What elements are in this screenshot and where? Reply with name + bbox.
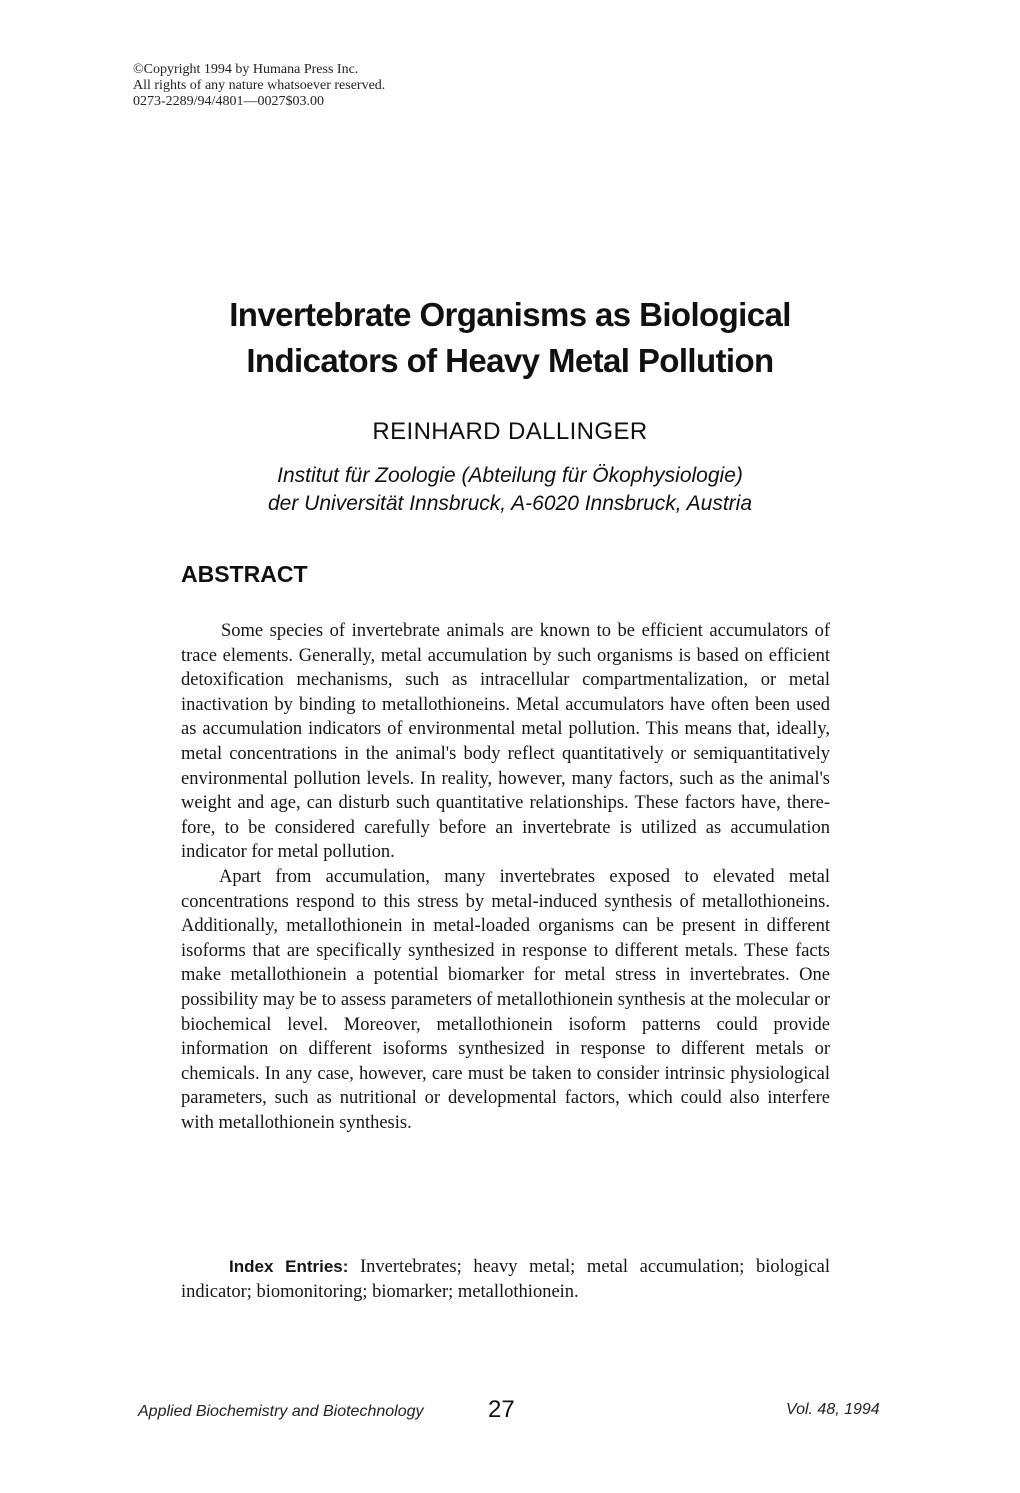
footer-page-number: 27	[488, 1396, 515, 1423]
index-entries-text: Invertebrates; heavy metal; metal accumulation; biological indicator; biomonitoring; biomarker; metallothionein.	[181, 1257, 831, 1302]
index-entries-label: Index Entries:	[229, 1257, 349, 1276]
title-line-1: Invertebrate Organisms as Biological	[229, 296, 791, 333]
rights-line: All rights of any nature whatsoever reserved.	[133, 78, 386, 93]
abstract-paragraph-1: Some species of invertebrate animals are known to be efficient accumulators of trace elements. Generally, metal accumulation by such organisms is based on efficient detoxification mechanisms, such as intracellular compartmentalization, or metal inactivation by binding to metallothioneins. Metal accumulators have often been used as accumulation indicators of environmental metal pollution. This means that, ideally, metal concentrations in the animal's body reflect quantitatively or semiquantitatively environmental pollution levels. In reality, however, many factors, such as the animal's weight and age, can disturb such quantitative relationships. These factors have, therefore, to be considered carefully before an invertebrate is utilized as accumulation indicator for metal pollution.	[181, 621, 830, 863]
author-name: REINHARD DALLINGER	[372, 418, 648, 445]
affiliation-line-2: der Universität Innsbruck, A-6020 Innsbruck, Austria	[268, 492, 752, 515]
copyright-line: ©Copyright 1994 by Humana Press Inc.	[133, 62, 359, 77]
affiliation-line-1: Institut für Zoologie (Abteilung für Ökophysiologie)	[277, 464, 743, 487]
copyright-notice	[133, 62, 385, 110]
index-entries	[181, 1254, 830, 1305]
footer-volume: Vol. 48, 1994	[786, 1401, 880, 1418]
author-affiliation	[140, 462, 880, 518]
abstract-body	[181, 619, 830, 1135]
title-line-2: Indicators of Heavy Metal Pollution	[246, 342, 774, 379]
article-title	[160, 292, 860, 384]
issn-code-line: 0273-2289/94/4801—0027$03.00	[133, 94, 324, 109]
abstract-paragraph-2: Apart from accumulation, many invertebrates exposed to elevated metal concentrations respond to this stress by metal-induced synthesis of metallothioneins. Additionally, metallothionein in metal-loaded organisms can be present in different isoforms that are specifically synthesized in response to different metals. These facts make metallothionein a potential biomarker for metal stress in invertebrates. One possibility may be to assess parameters of metallothionein synthesis at the molecular or biochemical level. Moreover, metallothionein isoform patterns could provide information on different isoforms synthesized in response to different metals or chemicals. In any case, however, care must be taken to consider intrinsic physiological parameters, such as nutritional or developmental factors, which could also interfere with metallothionein synthesis.	[181, 866, 830, 1133]
abstract-heading: ABSTRACT	[181, 561, 308, 587]
footer-journal-name: Applied Biochemistry and Biotechnology	[138, 1403, 424, 1420]
